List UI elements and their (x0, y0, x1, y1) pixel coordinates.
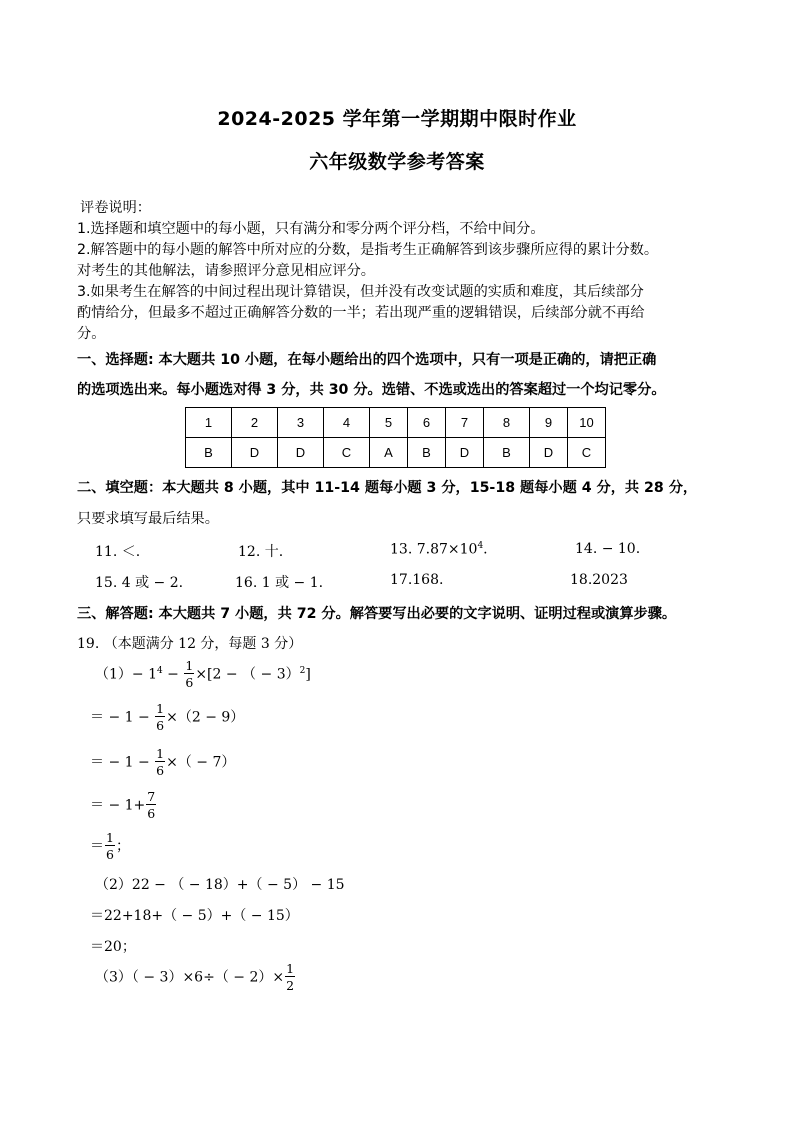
part1-step-3 (90, 791, 157, 820)
fraction-numerator: 1 (156, 701, 165, 716)
question-19-heading: 19. （本题满分 12 分，每题 3 分） (77, 636, 303, 652)
page-title: 2024-2025 学年第一学期期中限时作业 (217, 108, 577, 130)
answer-table-cell: 3 (278, 408, 324, 438)
answer-table-cell: 9 (530, 408, 568, 438)
answer-table-cell: D (446, 438, 484, 468)
step-text: ＝ − 1 − (90, 754, 155, 771)
part2-step-1: ＝22+18+（ − 5）+（ − 15） (90, 908, 299, 924)
fraction-numerator: 7 (147, 789, 156, 804)
part1-minus: − (162, 666, 184, 683)
fill-answer-16: 16. 1 或 − 1. (235, 575, 324, 591)
section1-heading-line2: 的选项选出来。每小题选对得 3 分，共 30 分。选错、不选或选出的答案超过一个均记零分。 (77, 382, 666, 398)
fraction-denominator: 6 (156, 717, 165, 733)
part3-text: （3）（ − 3）×6÷（ − 2）× (95, 969, 285, 986)
fraction-numerator: 1 (286, 961, 295, 976)
fill-answer-14: 14. − 10. (575, 541, 641, 557)
note-line-3b: 酌情给分，但最多不超过正确解答分数的一半；若出现严重的逻辑错误，后续部分就不再给 (77, 305, 645, 321)
fraction-numerator: 1 (156, 746, 165, 761)
section2-heading-line1: 二、填空题：本大题共 8 小题，其中 11-14 题每小题 3 分，15-18 题每小题 4 分，共 28 分， (77, 480, 698, 496)
fill-answer-11: 11. ＜. (95, 544, 141, 560)
answer-table-cell: C (324, 438, 370, 468)
fraction-denominator: 6 (147, 805, 156, 821)
answer-table-answer-row (186, 438, 606, 468)
fraction (155, 703, 165, 732)
step-text: ×（2 − 9） (166, 709, 245, 726)
fraction-denominator: 6 (185, 674, 194, 690)
fraction-denominator: 6 (106, 846, 114, 862)
answer-table-cell: C (568, 438, 606, 468)
answer-table-cell: 8 (484, 408, 530, 438)
answer-table-cell: 7 (446, 408, 484, 438)
note-line-3a: 3.如果考生在解答的中间过程出现计算错误，但并没有改变试题的实质和难度，其后续部分 (77, 284, 644, 300)
notes-heading: 评卷说明： (80, 200, 151, 216)
part1-exponent: 4 (157, 665, 163, 676)
fraction (105, 832, 115, 861)
part1-term-a: （1）− 1 (95, 666, 157, 683)
fill-answer-13-end: . (483, 541, 488, 558)
section1-heading-line1: 一、选择题: 本大题共 10 小题，在每小题给出的四个选项中，只有一项是正确的，请把正确 (77, 352, 657, 368)
answer-table-cell: D (232, 438, 278, 468)
fill-answer-13-base: 13. 7.87×10 (390, 541, 478, 558)
fraction-denominator: 2 (286, 977, 295, 993)
part1-step-4 (90, 832, 130, 861)
fraction-numerator: 1 (106, 830, 114, 845)
fraction (146, 791, 156, 820)
fill-answer-13-exponent: 4 (477, 541, 484, 551)
fraction-numerator: 1 (185, 658, 194, 673)
fill-answer-12: 12. 十. (238, 544, 284, 560)
section3-heading: 三、解答题: 本大题共 7 小题，共 72 分。解答要写出必要的文字说明、证明过程或演算步骤。 (77, 606, 677, 622)
part1-term-d: ] (305, 666, 311, 683)
answer-table-number-row (186, 408, 606, 438)
part3-expression (95, 963, 296, 992)
note-line-2a: 2.解答题中的每小题的解答中所对应的分数，是指考生正确解答到该步骤所应得的累计分数。 (77, 242, 659, 258)
fraction-denominator: 6 (156, 762, 165, 778)
part1-expression (95, 660, 311, 689)
answer-table-cell: A (370, 438, 408, 468)
answer-table-cell: D (530, 438, 568, 468)
answer-table-cell: 2 (232, 408, 278, 438)
part1-term-c: ×[2 − （ − 3） (195, 666, 300, 683)
fill-answer-17: 17.168. (390, 572, 444, 588)
fraction (285, 963, 295, 992)
answer-table (185, 407, 606, 468)
fraction (155, 748, 165, 777)
answer-table-cell: D (278, 438, 324, 468)
part2-step-2: ＝20； (90, 939, 136, 955)
page-subtitle: 六年级数学参考答案 (309, 151, 485, 173)
fill-answer-13 (390, 541, 488, 558)
step-text: ＝ (90, 838, 104, 855)
part2-expression: （2）22 − （ − 18）+（ − 5） − 15 (95, 877, 345, 893)
note-line-1: 1.选择题和填空题中的每小题，只有满分和零分两个评分档，不给中间分。 (77, 221, 545, 237)
step-text: ×（ − 7） (166, 754, 236, 771)
answer-table-cell: 6 (408, 408, 446, 438)
part1-step-1 (90, 703, 244, 732)
step-text: ； (115, 838, 130, 855)
fraction (184, 660, 194, 689)
answer-table-cell: 10 (568, 408, 606, 438)
fill-answer-18: 18.2023 (570, 572, 628, 588)
answer-table-cell: 1 (186, 408, 232, 438)
step-text: ＝ − 1+ (90, 797, 146, 814)
answer-table-cell: 5 (370, 408, 408, 438)
answer-table-cell: B (408, 438, 446, 468)
note-line-2b: 对考生的其他解法，请参照评分意见相应评分。 (77, 263, 375, 279)
fill-answer-15: 15. 4 或 − 2. (95, 575, 184, 591)
answer-table-cell: B (484, 438, 530, 468)
section2-heading-line2: 只要求填写最后结果。 (77, 511, 219, 527)
answer-table-cell: B (186, 438, 232, 468)
answer-table-cell: 4 (324, 408, 370, 438)
step-text: ＝ − 1 − (90, 709, 155, 726)
note-line-3c: 分。 (77, 326, 106, 342)
part1-step-2 (90, 748, 235, 777)
part1-exponent-2: 2 (299, 665, 306, 676)
